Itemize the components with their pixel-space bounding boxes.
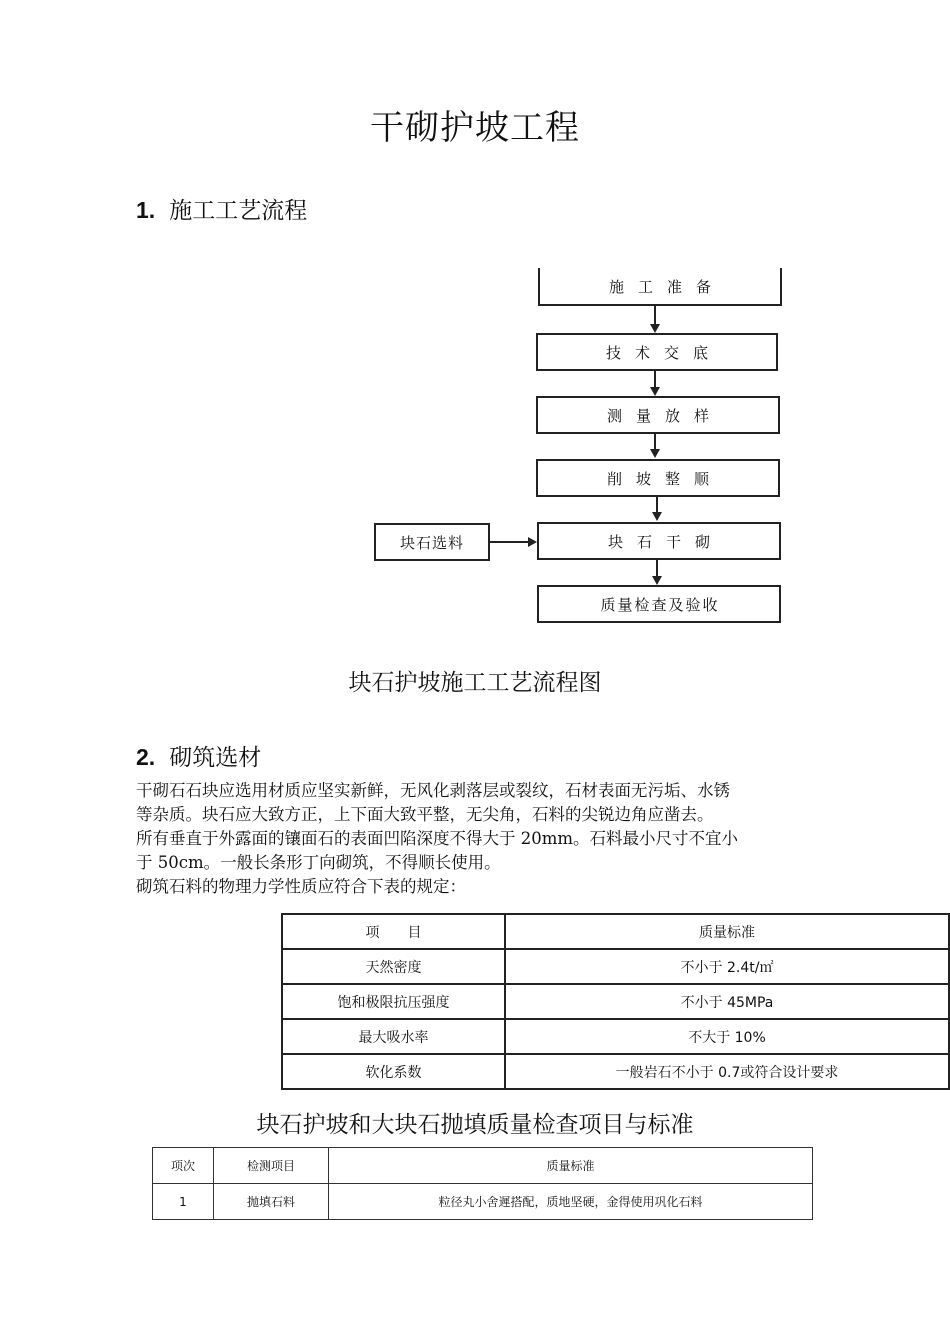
table-row — [282, 1019, 949, 1054]
section-heading-1 — [136, 192, 307, 225]
flow-arrow — [654, 306, 656, 325]
paragraph-line: 砌筑石料的物理力学性质应符合下表的规定： — [136, 877, 466, 896]
flow-step-6: 质量检查及验收 — [537, 585, 781, 623]
table-cell: 1 — [153, 1184, 214, 1220]
table-header-cell: 质量标准 — [329, 1148, 813, 1184]
flow-step-2: 技术交底 — [536, 333, 778, 371]
arrow-down-icon — [652, 576, 662, 585]
flow-step-1: 施工准备 — [538, 268, 782, 306]
table-header-cell: 检测项目 — [214, 1148, 329, 1184]
flow-arrow — [490, 541, 528, 543]
flow-arrow — [654, 434, 656, 450]
table-header-cell: 项 目 — [282, 914, 505, 949]
table-cell: 一般岩石不小于 0.7或符合设计要求 — [505, 1054, 949, 1089]
table-header-cell: 项次 — [153, 1148, 214, 1184]
section-heading-2 — [136, 739, 261, 772]
page-title: 干砌护坡工程 — [370, 108, 580, 148]
table-cell: 不小于 2.4t/㎡ — [505, 949, 949, 984]
material-paragraph — [136, 779, 836, 899]
flow-step-3: 测量放样 — [536, 396, 780, 434]
table-cell: 不小于 45MPa — [505, 984, 949, 1019]
section-number: 2. — [136, 744, 156, 770]
paragraph-line: 于 50cm。一般长条形丁向砌筑，不得顺长使用。 — [136, 853, 501, 872]
table-cell: 饱和极限抗压强度 — [282, 984, 505, 1019]
flowchart-caption: 块石护坡施工工艺流程图 — [348, 670, 602, 696]
paragraph-line: 等杂质。块石应大致方正，上下面大致平整，无尖角，石料的尖锐边角应凿去。 — [136, 805, 714, 824]
property-table — [281, 913, 950, 1090]
flow-side-input: 块石选料 — [374, 523, 490, 561]
paragraph-line: 干砌石石块应选用材质应坚实新鲜，无风化剥落层或裂纹，石材表面无污垢、水锈 — [136, 781, 730, 800]
flow-step-5: 块石干砌 — [537, 522, 781, 560]
table-row — [282, 949, 949, 984]
table-cell: 不大于 10% — [505, 1019, 949, 1054]
flow-arrow — [656, 497, 658, 513]
table-row — [153, 1184, 813, 1220]
arrow-right-icon — [528, 537, 537, 547]
table-header-row — [282, 914, 949, 949]
table-header-row — [153, 1148, 813, 1184]
table2-caption: 块石护坡和大块石抛填质量检查项目与标准 — [256, 1112, 694, 1138]
flow-arrow — [654, 371, 656, 388]
arrow-down-icon — [650, 324, 660, 333]
table-cell: 抛填石料 — [214, 1184, 329, 1220]
table-cell: 天然密度 — [282, 949, 505, 984]
arrow-down-icon — [650, 449, 660, 458]
flow-step-4: 削坡整顺 — [536, 459, 780, 497]
paragraph-line: 所有垂直于外露面的镶面石的表面凹陷深度不得大于 20mm。石料最小尺寸不宜小 — [136, 829, 739, 848]
table-header-cell: 质量标准 — [505, 914, 949, 949]
table-cell: 最大吸水率 — [282, 1019, 505, 1054]
table-row — [282, 1054, 949, 1089]
table-cell: 软化系数 — [282, 1054, 505, 1089]
table-cell: 粒径丸小舍遲搭配，质地坚硬，金得使用巩化石料 — [329, 1184, 813, 1220]
quality-check-table — [152, 1147, 813, 1220]
section-title: 施工工艺流程 — [169, 198, 308, 224]
section-title: 砌筑选材 — [169, 745, 262, 771]
table-row — [282, 984, 949, 1019]
arrow-down-icon — [652, 512, 662, 521]
flow-arrow — [656, 560, 658, 577]
arrow-down-icon — [650, 387, 660, 396]
section-number: 1. — [136, 197, 156, 223]
